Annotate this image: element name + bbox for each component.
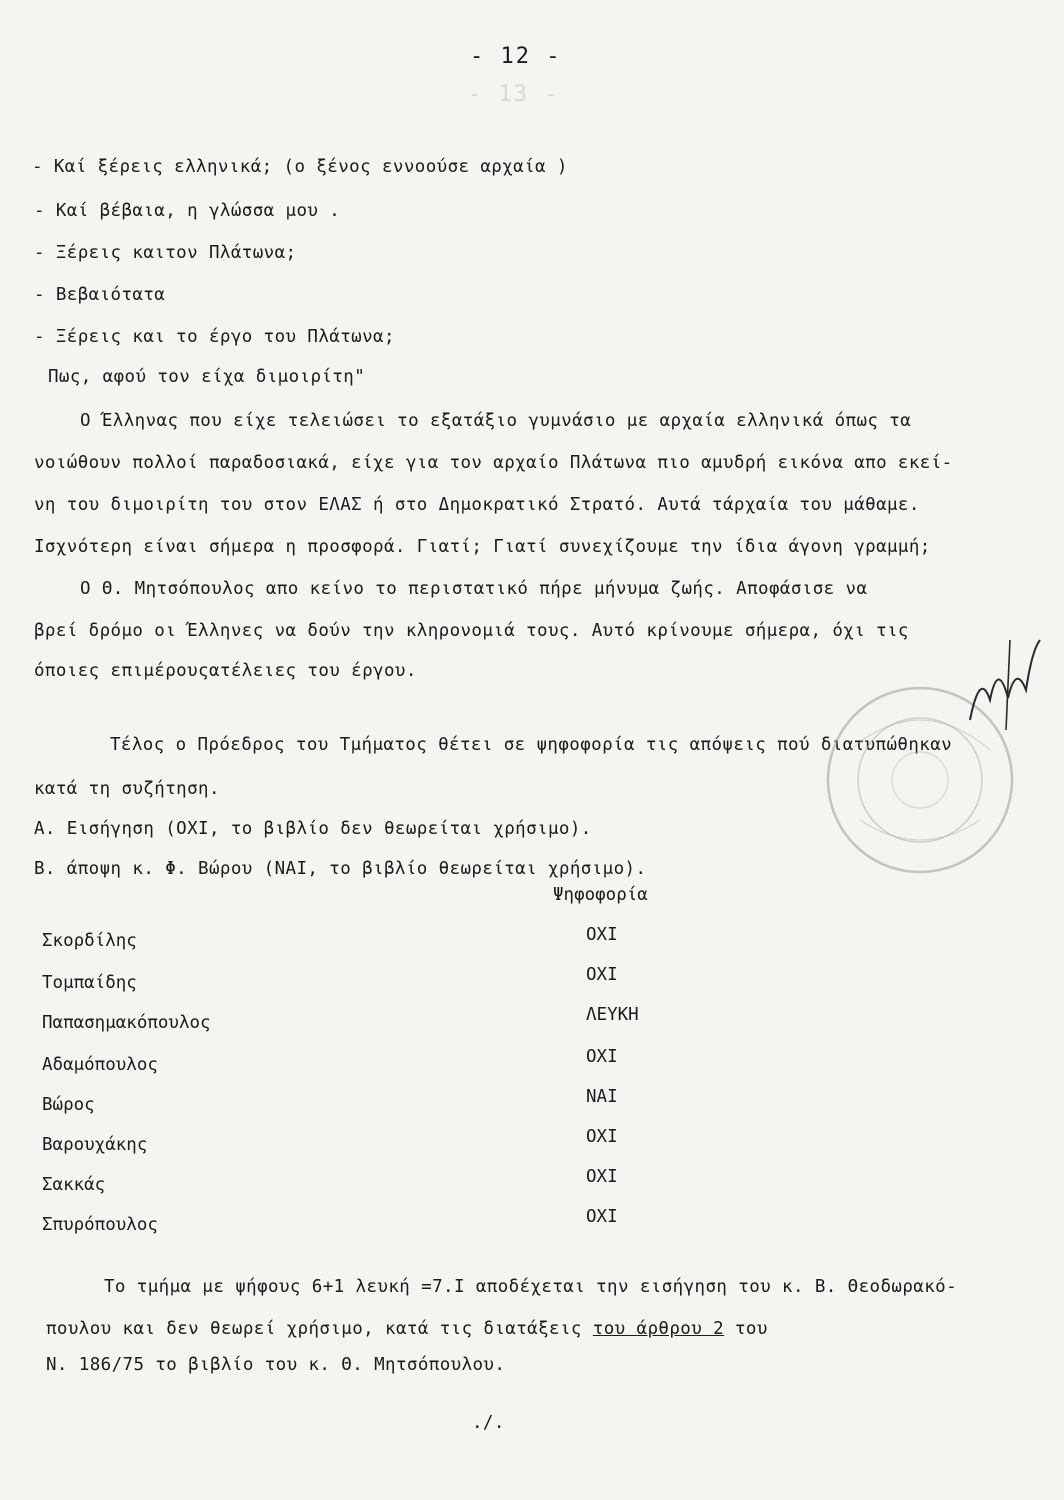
conclusion-line-3: Ν. 186/75 το βιβλίο του κ. Θ. Μητσόπουλου.	[46, 1355, 506, 1375]
paragraph3-line-2: κατά τη συζήτηση.	[34, 779, 220, 799]
conclusion-line-2-start: πουλου και δεν θεωρεί χρήσιμο, κατά τις διατάξεις	[46, 1319, 593, 1339]
dialogue-line-5: - Ξέρεις και το έργο του Πλάτωνα;	[34, 327, 395, 347]
conclusion-line-1: Το τμήμα με ψήφους 6+1 λευκή =7.Ι αποδέχεται την εισήγηση του κ. Β. Θεοδωρακό-	[104, 1277, 957, 1297]
vote-row-value: ΛΕΥΚΗ	[586, 1005, 639, 1025]
vote-row-name: Σκορδίλης	[42, 931, 137, 951]
dialogue-line-3: - Ξέρεις καιτον Πλάτωνα;	[34, 243, 297, 263]
vote-row-name: Αδαμόπουλος	[42, 1055, 158, 1075]
vote-header: Ψηφοφορία	[553, 885, 648, 905]
dialogue-line-1: - Καί ξέρεις ελληνικά; (ο ξένος εννοούσε αρχαία )	[32, 157, 568, 177]
vote-row-value: ΟΧΙ	[586, 925, 618, 945]
conclusion-line-2-end: του	[724, 1319, 768, 1339]
vote-row-value: ΟΧΙ	[586, 1167, 618, 1187]
vote-row-name: Βώρος	[42, 1095, 95, 1115]
vote-row-name: Σακκάς	[42, 1175, 106, 1195]
paragraph2-line-2: βρεί δρόμο οι Έλληνες να δούν την κληρονομιά τους. Αυτό κρίνουμε σήμερα, όχι τις	[34, 621, 909, 641]
conclusion-line-2	[46, 1318, 768, 1340]
vote-row-name: Βαρουχάκης	[42, 1135, 148, 1155]
dialogue-line-4: - Βεβαιότατα	[34, 285, 166, 305]
paragraph1-line-2: νοιώθουν πολλοί παραδοσιακά, είχε για τον αρχαίο Πλάτωνα πιο αμυδρή εικόνα απο εκεί-	[34, 453, 953, 473]
vote-row-value: ΟΧΙ	[586, 965, 618, 985]
paragraph1-line-3: νη του διμοιρίτη του στον ΕΛΑΣ ή στο Δημοκρατικό Στρατό. Αυτά τάρχαία του μάθαμε.	[34, 495, 920, 515]
vote-row-name: Τομπαίδης	[42, 973, 137, 993]
vote-row-name: Παπασημακόπουλος	[42, 1013, 211, 1033]
option-b: Β. άποψη κ. Φ. Βώρου (ΝΑΙ, το βιβλίο θεωρείται χρήσιμο).	[34, 859, 647, 879]
paragraph2-line-3: όποιες επιμέρουςατέλειες του έργου.	[34, 661, 417, 681]
vote-row-name: Σπυρόπουλος	[42, 1215, 158, 1235]
dialogue-line-6: Πως, αφού τον είχα διμοιρίτη"	[48, 367, 366, 387]
end-mark: ./.	[472, 1413, 505, 1433]
bleed-through-page-number: - 13 -	[468, 82, 560, 107]
vote-row-value: ΟΧΙ	[586, 1127, 618, 1147]
option-a: Α. Εισήγηση (ΟΧΙ, το βιβλίο δεν θεωρείται χρήσιμο).	[34, 819, 592, 839]
article-reference: του άρθρου 2	[592, 1319, 725, 1339]
paragraph2-line-1: Ο Θ. Μητσόπουλος απο κείνο το περιστατικό πήρε μήνυμα ζωής. Αποφάσισε να	[80, 579, 868, 599]
paragraph1-line-1: Ο Έλληνας που είχε τελειώσει το εξατάξιο γυμνάσιο με αρχαία ελληνικά όπως τα	[80, 411, 912, 431]
vote-row-value: ΝΑΙ	[586, 1087, 618, 1107]
dialogue-line-2: - Καί βέβαια, η γλώσσα μου .	[34, 201, 341, 221]
vote-row-value: ΟΧΙ	[586, 1047, 618, 1067]
paragraph3-line-1: Τέλος ο Πρόεδρος του Τμήματος θέτει σε ψηφοφορία τις απόψεις πού διατυπώθηκαν	[110, 735, 953, 755]
paragraph1-line-4: Ισχνότερη είναι σήμερα η προσφορά. Γιατί; Γιατί συνεχίζουμε την ίδια άγονη γραμμή;	[34, 537, 931, 557]
vote-row-value: ΟΧΙ	[586, 1207, 618, 1227]
signature-icon	[960, 630, 1050, 740]
page-number: - 12 -	[470, 44, 562, 69]
